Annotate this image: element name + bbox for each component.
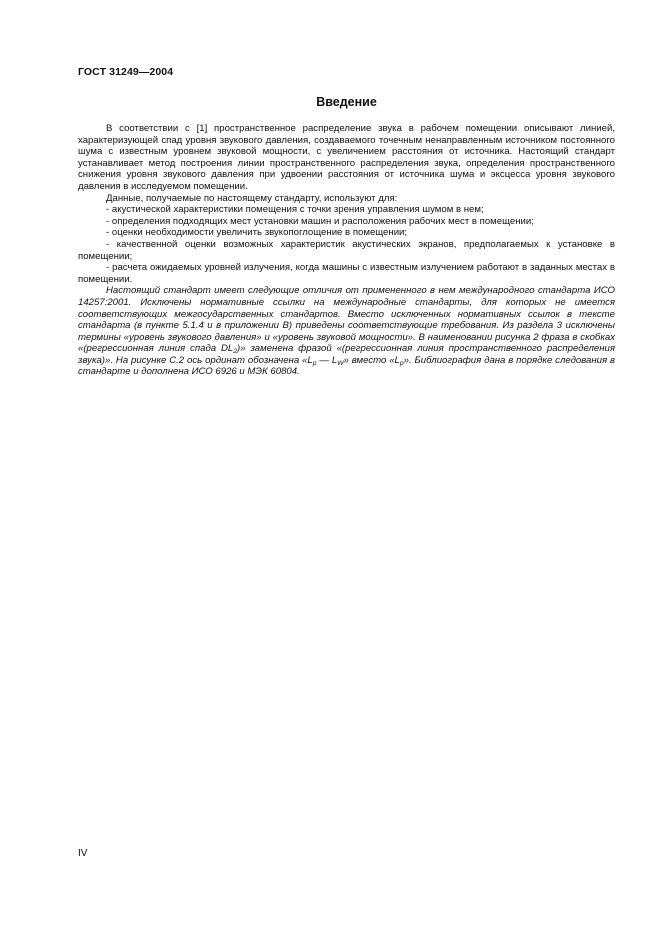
list-item: - качественной оценки возможных характеристик акустических экранов, предполагаемых к установке в помещении; xyxy=(78,239,615,262)
subscript: p xyxy=(312,359,317,367)
subscript: 2 xyxy=(233,348,238,356)
text-run: — L xyxy=(316,354,338,366)
list-item: - оценки необходимости увеличить звукопоглощение в помещении; xyxy=(78,227,615,239)
subscript: p xyxy=(399,359,404,367)
list-item: - акустической характеристики помещения с точки зрения управления шумом в нем; xyxy=(78,204,615,216)
document-code: ГОСТ 31249—2004 xyxy=(78,66,174,78)
paragraph: Данные, получаемые по настоящему стандарту, используют для: xyxy=(106,192,398,204)
text-run: Настоящий стандарт имеет следующие отличия от примененного в нем международного стандарта ИСО 14257:2001. Исключены нормативные ссылки на международные стандарты, для которых не имеется соответствующих межгосударственных стандартов. Вместо исключенных нормативных ссылок в тексте стандарта (в пункте 5.1.4 и в приложении В) приведены соответствующие требования. Из раздела 3 исключены термины «уровень звукового давления» и «уровень звуковой мощности». В наименовании рисунка 2 фраза в скобках «(регрессионная линия спада DL xyxy=(78,285,615,355)
document-body xyxy=(78,123,615,378)
text-run: » вместо «L xyxy=(343,354,400,366)
text-run: ». Библиография дана в порядке следования в стандарте и дополнена ИСО 6926 и МЭК 60804. xyxy=(78,354,615,378)
subscript: W xyxy=(337,359,344,367)
differences-paragraph xyxy=(78,285,615,378)
paragraph: В соответствии с [1] пространственное распределение звука в рабочем помещении описывают линией, характеризующей спад уровня звукового давления, создаваемого точечным ненаправленным источником постоянного шума с известным уровнем звуковой мощности, с увеличением расстояния от источника. Настоящий стандарт устанавливает метод построения линии пространственного распределения звука, определения пространственного снижения уровня звукового давления при удвоении расстояния от источника шума и эксцесса уровня звукового давления в исследуемом помещении. xyxy=(78,123,615,192)
usage-list xyxy=(78,204,615,285)
section-title: Введение xyxy=(316,95,377,109)
list-item: - расчета ожидаемых уровней излучения, когда машины с известным излучением работают в заданных местах в помещении. xyxy=(78,262,615,285)
page-number: IV xyxy=(78,848,88,859)
text-run: )» заменена фразой «(регрессионная линия пространственного распределения звука)». На рисунке С.2 ось ординат обозначена «L xyxy=(78,343,616,366)
list-item: - определения подходящих мест установки машин и расположения рабочих мест в помещении; xyxy=(78,216,615,228)
